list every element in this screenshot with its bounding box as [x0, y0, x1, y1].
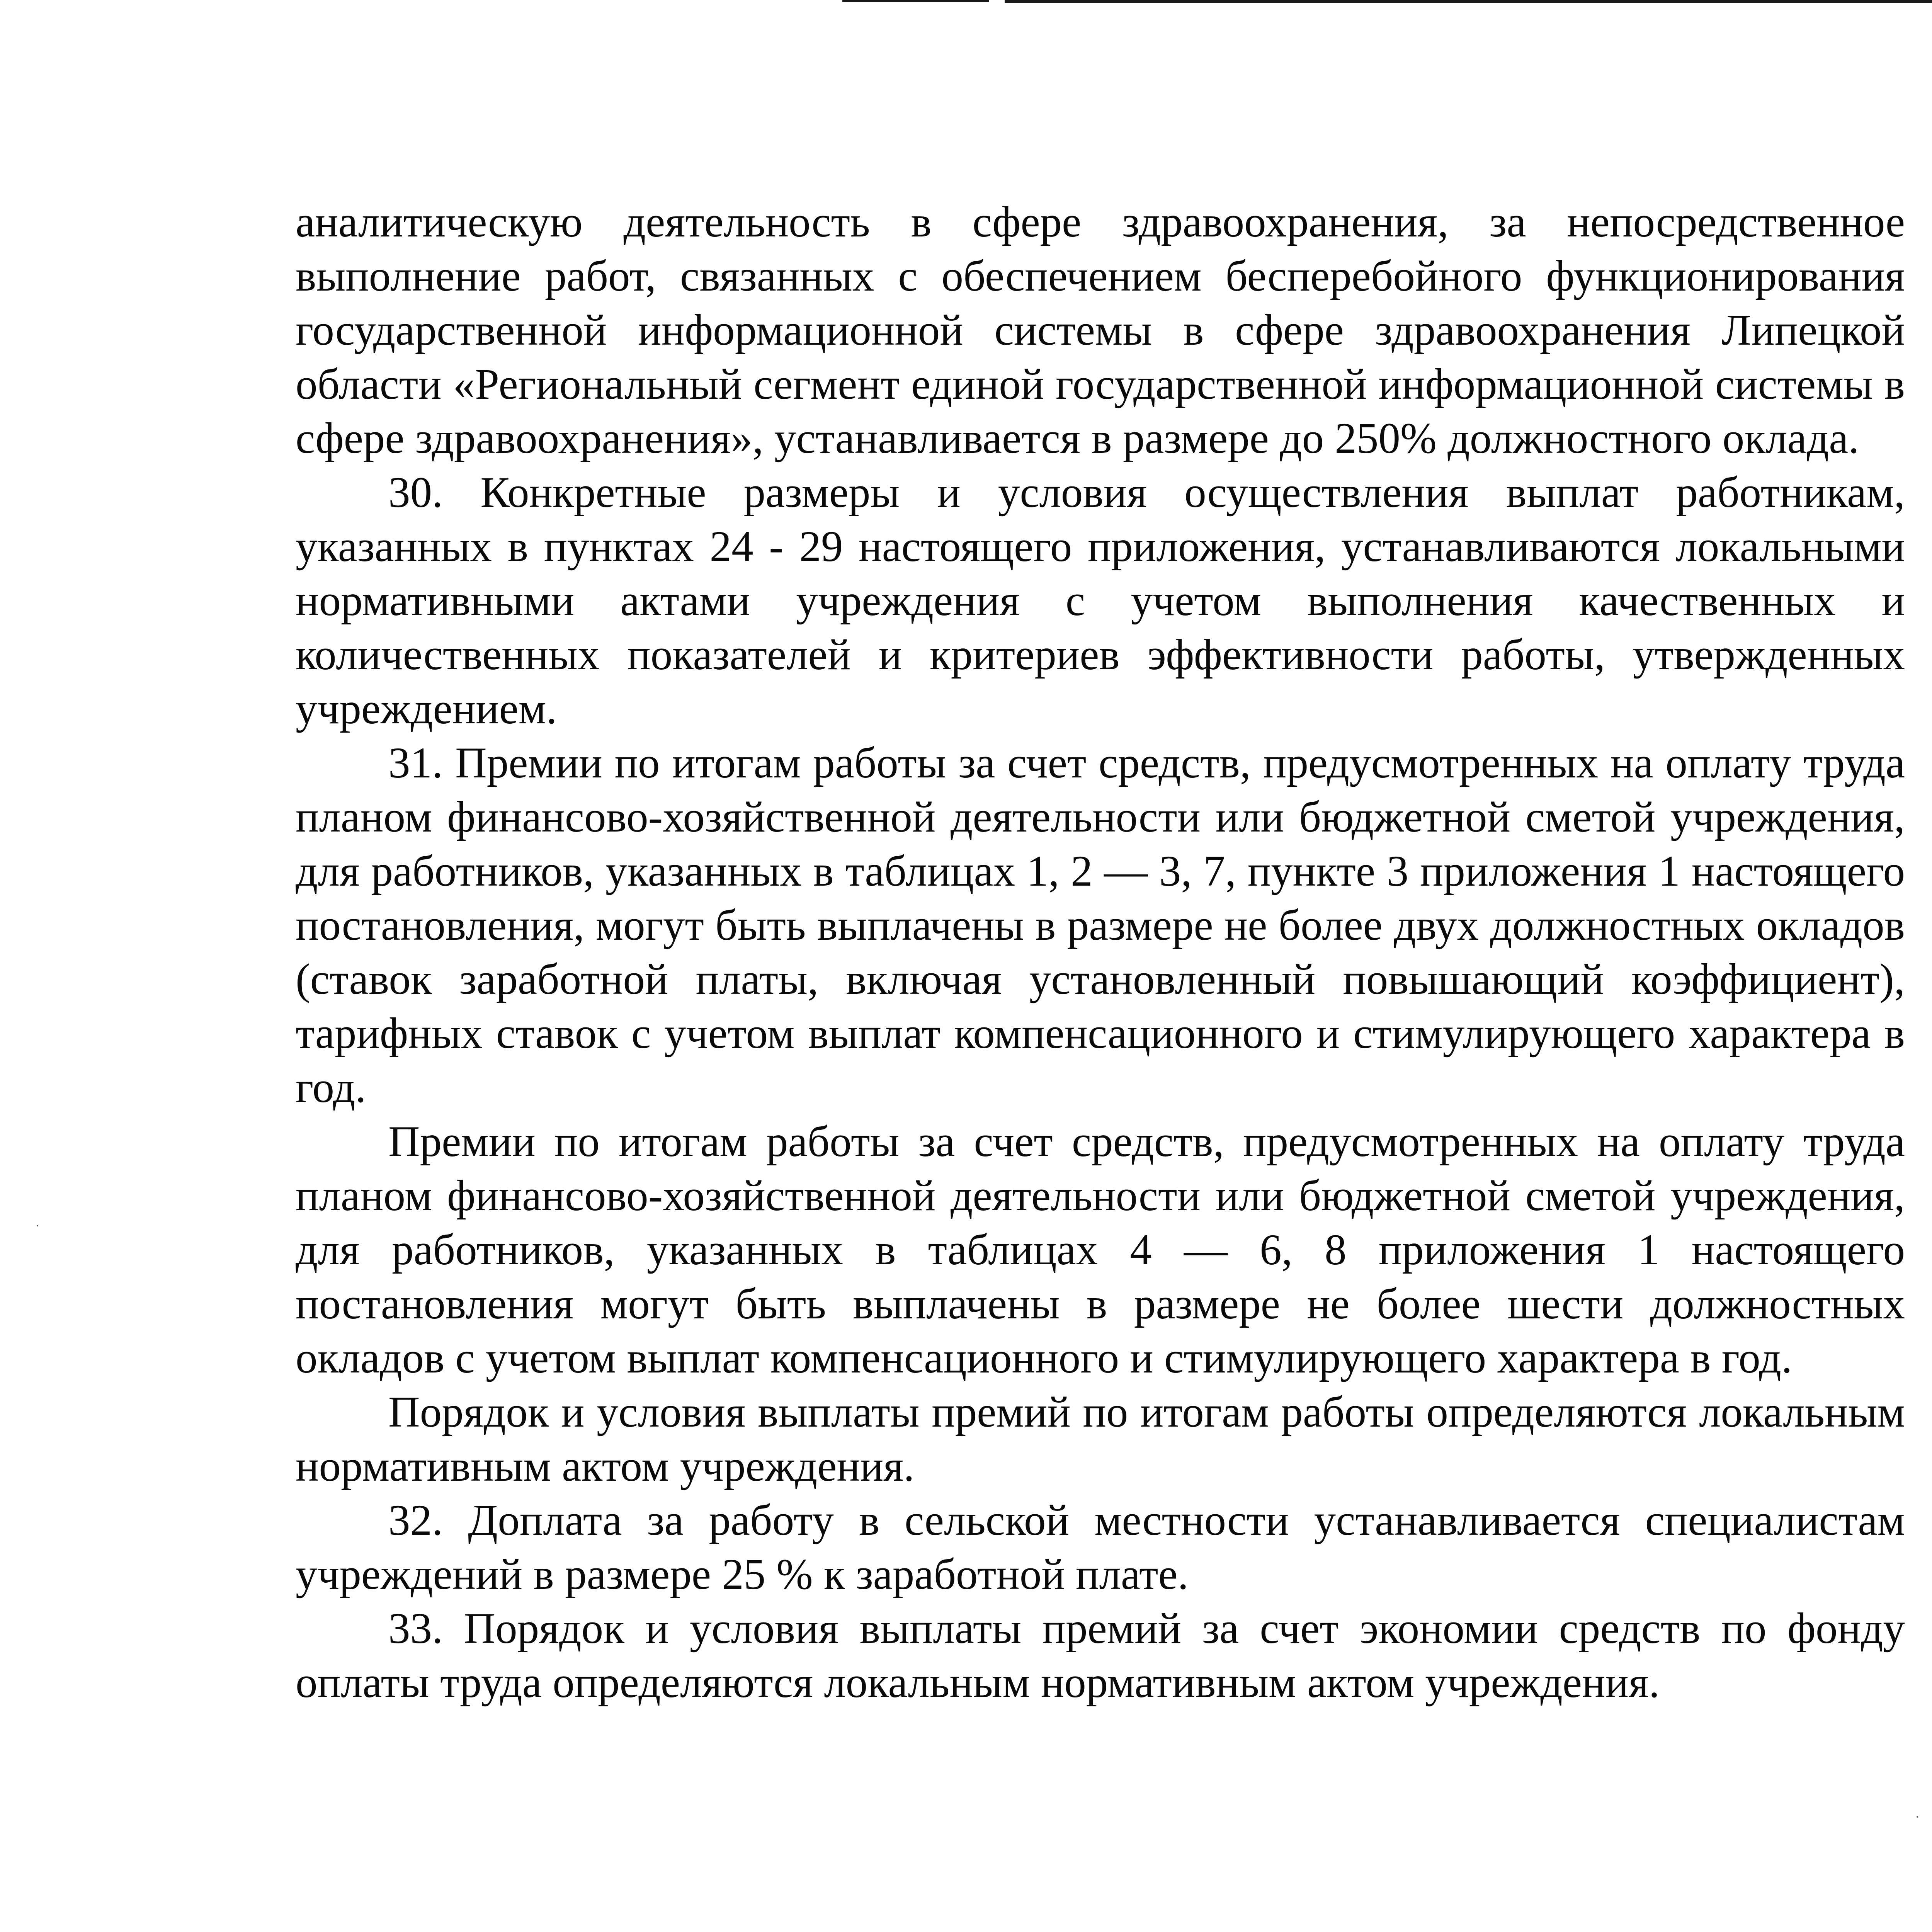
- scan-speck: [37, 1225, 38, 1226]
- scan-speck: [1917, 1816, 1918, 1818]
- paragraph-31: 31. Премии по итогам работы за счет средств, предусмотренных на оплату труда планом финансово-хозяйственной деятельности или бюджетной сметой учреждения, для работников, указанных в таблицах 1, 2 — 3, 7, пункте 3 приложения 1 настоящего постановления, могут быть выплачены в размере не более двух должностных окладов (ставок заработной платы, включая установленный повышающий коэффициент), тарифных ставок с учетом выплат компенсационного и стимулирующего характера в год.: [296, 739, 1905, 1112]
- paragraph-continuation: аналитическую деятельность в сфере здравоохранения, за непосредственное выполнение работ, связанных с обеспечением бесперебойного функционирования государственной информационной системы в сфере здравоохранения Липецкой области «Региональный сегмент единой государственной информационной системы в сфере здравоохранения», устанавливается в размере до 250% должностного оклада.: [296, 198, 1905, 463]
- paragraph-33: 33. Порядок и условия выплаты премий за счет экономии средств по фонду оплаты труда определяются локальным нормативным актом учреждения.: [296, 1604, 1905, 1707]
- document-body: [296, 195, 1905, 1710]
- scan-artifact-top-line: [1005, 0, 1932, 3]
- scan-artifact-top-line: [842, 0, 989, 2]
- paragraph-31-bonuses-tables-4-6-8: Премии по итогам работы за счет средств, предусмотренных на оплату труда планом финансово-хозяйственной деятельности или бюджетной сметой учреждения, для работников, указанных в таблицах 4 — 6, 8 приложения 1 настоящего постановления могут быть выплачены в размере не более шести должностных окладов с учетом выплат компенсационного и стимулирующего характера в год.: [296, 1117, 1905, 1382]
- paragraph-31-bonus-procedure: Порядок и условия выплаты премий по итогам работы определяются локальным нормативным актом учреждения.: [296, 1388, 1905, 1490]
- paragraph-32: 32. Доплата за работу в сельской местности устанавливается специалистам учреждений в размере 25 % к заработной плате.: [296, 1496, 1905, 1599]
- paragraph-30: 30. Конкретные размеры и условия осуществления выплат работникам, указанных в пунктах 24 - 29 настоящего приложения, устанавливаются локальными нормативными актами учреждения с учетом выполнения качественных и количественных показателей и критериев эффективности работы, утвержденных учреждением.: [296, 468, 1905, 733]
